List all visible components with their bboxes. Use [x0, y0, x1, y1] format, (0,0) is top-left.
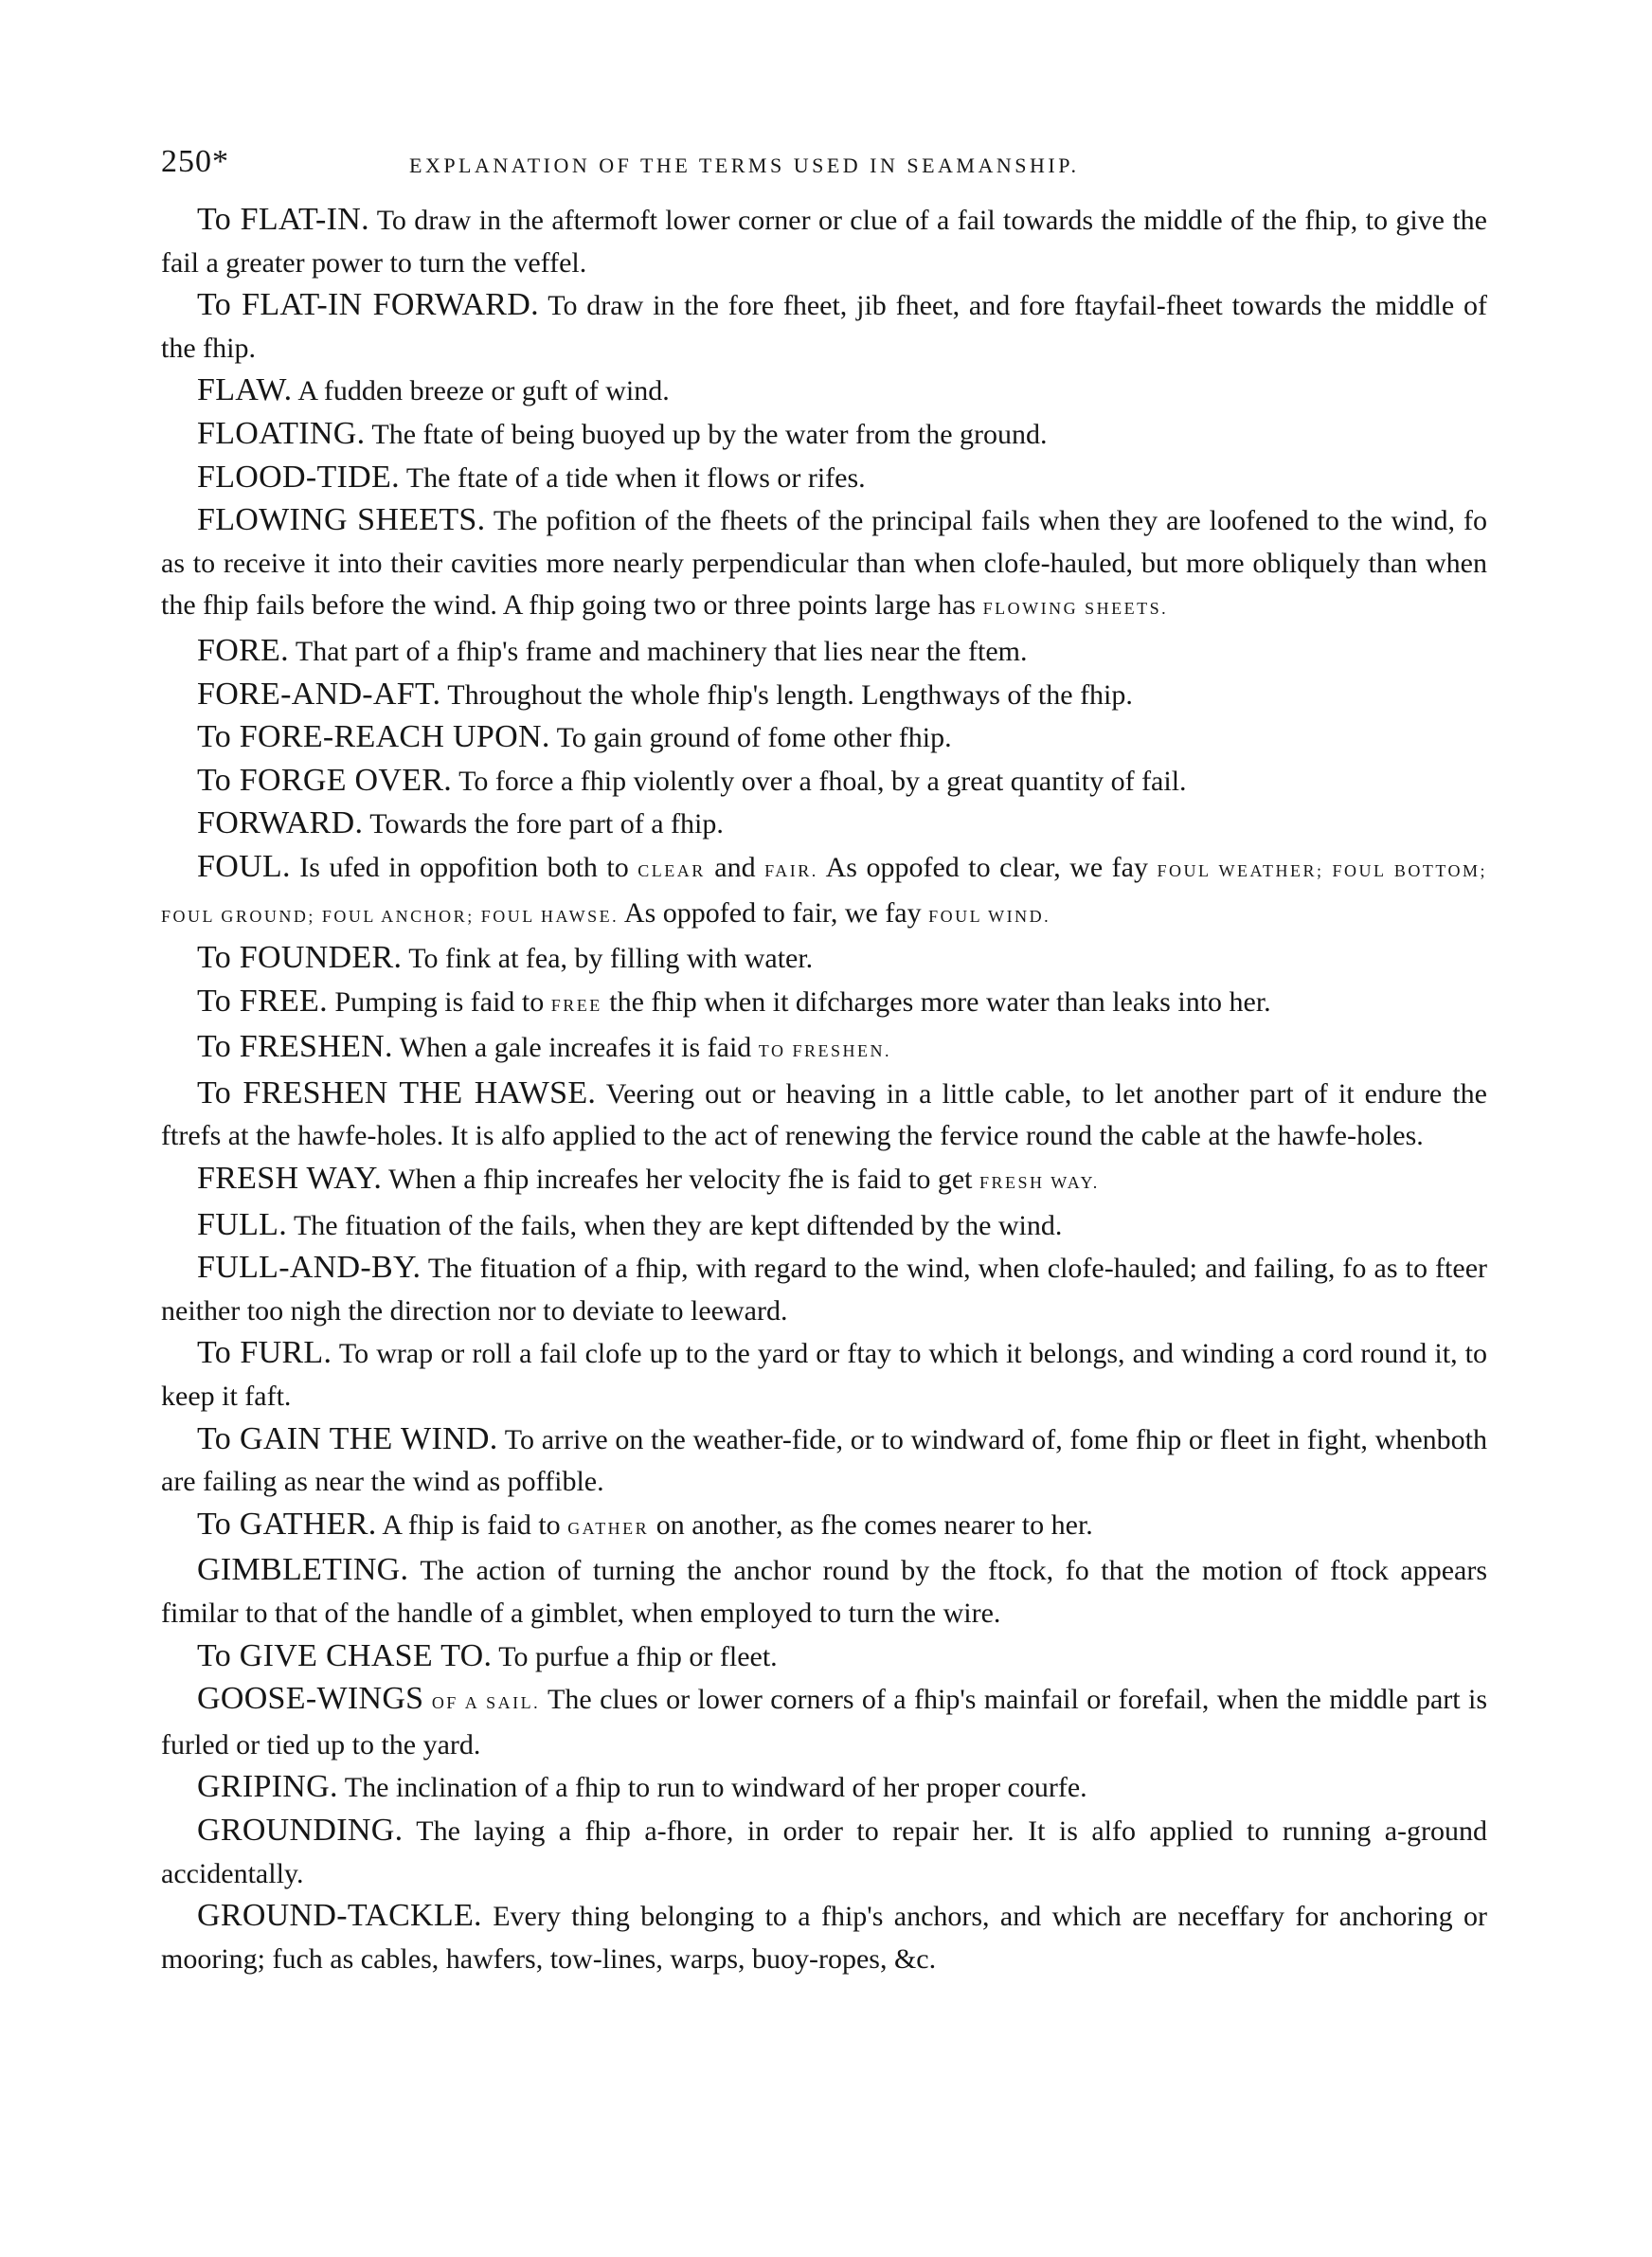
entry-small-caps: FAIR.	[764, 860, 818, 880]
glossary-entry	[161, 1635, 1487, 1679]
entry-text: the fhip when it difcharges more water than leaks into her.	[602, 985, 1271, 1018]
entry-text: To wrap or roll a fail clofe up to the yard or ftay to which it belongs, and winding a cord round it, to keep it faft.	[161, 1338, 1487, 1413]
entry-small-caps: FOUL WEATHER; FOUL BOTTOM; FOUL GROUND; FOUL ANCHOR; FOUL HAWSE.	[161, 860, 1487, 926]
glossary-entry	[161, 846, 1487, 937]
entry-text: As oppofed to clear, we fay	[817, 851, 1158, 883]
entry-small-caps: OF A SAIL.	[431, 1693, 541, 1713]
entry-term: GROUND-TACKLE.	[197, 1898, 482, 1934]
page-header	[161, 144, 1506, 191]
glossary-entry	[161, 199, 1487, 284]
entry-term: To FREE.	[197, 983, 328, 1019]
entry-small-caps: FRESH WAY.	[979, 1173, 1100, 1193]
entry-term: FLOOD-TIDE.	[197, 459, 400, 495]
entry-text: Every thing belonging to a fhip's anchors, and which are neceffary for anchoring or mooring; fuch as cables, hawfers, tow-lines, warps, buoy-ropes, &c.	[161, 1901, 1487, 1975]
glossary-entry	[161, 1418, 1487, 1504]
entry-term: FULL-AND-BY.	[197, 1250, 422, 1286]
entry-term: FORE-AND-AFT.	[197, 676, 441, 712]
entry-term: FOUL.	[197, 848, 291, 884]
glossary-entry	[161, 1204, 1487, 1248]
glossary-entry	[161, 1073, 1487, 1158]
entry-text: To draw in the fore fheet, jib fheet, and fore ftayfail-fheet towards the middle of the fhip.	[161, 290, 1487, 364]
entry-term: To FORE-REACH UPON.	[197, 719, 550, 755]
glossary-entry	[161, 370, 1487, 413]
entry-text: Is ufed in oppofition both to	[290, 851, 638, 883]
entry-term: GOOSE-WINGS	[197, 1681, 424, 1717]
glossary-entry	[161, 803, 1487, 846]
entry-term: FLOWING SHEETS.	[197, 502, 486, 538]
entry-term: To FOUNDER.	[197, 940, 403, 976]
glossary-entry	[161, 413, 1487, 457]
entry-text: The pofition of the fheets of the principal fails when they are loofened to the wind, fo as to receive it into their cavities more nearly perpendicular than when clofe-hauled, but more obliquely than when the fhip fails before the wind. A fhip going two or three points large has	[161, 505, 1488, 622]
entry-term: To GIVE CHASE TO.	[197, 1637, 493, 1673]
entry-text: To purfue a fhip or fleet.	[492, 1640, 778, 1672]
entry-text: The ftate of being buoyed up by the water from the ground.	[365, 418, 1048, 450]
page-number: 250*	[161, 144, 229, 179]
glossary-entry	[161, 630, 1487, 674]
glossary-entry	[161, 1766, 1487, 1810]
entry-text: When a fhip increafes her velocity fhe is faid to get	[382, 1164, 980, 1196]
glossary-entry	[161, 284, 1487, 370]
entry-text: The fituation of the fails, when they are kept diftended by the wind.	[287, 1209, 1063, 1241]
glossary-entry	[161, 981, 1487, 1027]
entry-text: To fink at fea, by filling with water.	[402, 943, 814, 975]
entry-text: To gain ground of fome other fhip.	[549, 722, 952, 754]
glossary-entry	[161, 674, 1487, 717]
entry-small-caps: FREE	[550, 995, 602, 1015]
entry-text: on another, as fhe comes nearer to her.	[649, 1508, 1093, 1541]
glossary-entry	[161, 1678, 1487, 1766]
entry-text: The ftate of a tide when it flows or rifes.	[399, 461, 866, 494]
entry-term: To FLAT-IN.	[197, 202, 369, 237]
entry-small-caps: TO FRESHEN.	[758, 1041, 891, 1061]
glossary-entry	[161, 1810, 1487, 1895]
glossary-entry	[161, 937, 1487, 981]
entry-term: To FRESHEN THE HAWSE.	[197, 1074, 597, 1110]
entry-small-caps: FLOWING SHEETS.	[982, 599, 1169, 619]
entry-term: To FORGE OVER.	[197, 762, 453, 798]
entry-text: A fhip is faid to	[376, 1508, 568, 1541]
entry-text: As oppofed to fair, we fay	[619, 896, 929, 929]
glossary-entry	[161, 1026, 1487, 1073]
entry-text: A fudden breeze or guft of wind.	[292, 375, 670, 407]
entry-small-caps: GATHER	[567, 1518, 650, 1538]
entry-text: Towards the fore part of a fhip.	[363, 808, 724, 840]
entry-small-caps: FOUL WIND.	[928, 906, 1051, 926]
entry-text: When a gale increafes it is faid	[392, 1032, 759, 1064]
entry-text: To force a fhip violently over a fhoal, by a great quantity of fail.	[452, 765, 1187, 797]
entry-text: The inclination of a fhip to run to windward of her proper courfe.	[337, 1772, 1087, 1804]
entry-text: Pumping is faid to	[327, 985, 551, 1018]
entry-text: To draw in the aftermoft lower corner or clue of a fail towards the middle of the fhip, to give the fail a greater power to turn the veffel.	[161, 205, 1487, 279]
entry-text	[423, 1684, 431, 1715]
entry-term: FLAW.	[197, 372, 293, 408]
entry-term: FULL.	[197, 1206, 287, 1242]
entry-small-caps: CLEAR	[637, 860, 706, 880]
entry-term: To FURL.	[197, 1335, 332, 1371]
glossary-entry	[161, 1895, 1487, 1980]
entry-text: The action of turning the anchor round by the ftock, fo that the motion of ftock appears fimilar to that of the handle of a gimblet, when employed to turn the wire.	[161, 1555, 1487, 1629]
entry-text: and	[705, 851, 765, 883]
entry-term: FORWARD.	[197, 805, 364, 841]
glossary-entry	[161, 1332, 1487, 1417]
entry-term: To FRESHEN.	[197, 1029, 393, 1065]
entry-term: GIMBLETING.	[197, 1552, 409, 1588]
glossary-entry	[161, 716, 1487, 760]
entry-term: GROUNDING.	[197, 1812, 404, 1848]
entry-term: To GAIN THE WIND.	[197, 1420, 498, 1456]
entry-text: That part of a fhip's frame and machinery that lies near the ftem.	[288, 635, 1028, 667]
glossary-entry	[161, 1504, 1487, 1550]
glossary-entry	[161, 1158, 1487, 1204]
glossary-entry	[161, 760, 1487, 803]
entry-term: GRIPING.	[197, 1769, 338, 1805]
entry-text: To arrive on the weather-fide, or to windward of, fome fhip or fleet in fight, whenboth are failing as near the wind as poffible.	[161, 1423, 1487, 1498]
entry-text: Throughout the whole fhip's length. Lengthways of the fhip.	[440, 678, 1133, 711]
entry-text: The laying a fhip a-fhore, in order to repair her. It is alfo applied to running a-ground accidentally.	[161, 1815, 1487, 1889]
glossary-entry	[161, 1247, 1487, 1332]
entry-term: FRESH WAY.	[197, 1161, 383, 1197]
entry-term: To FLAT-IN FORWARD.	[197, 287, 539, 323]
glossary-entry	[161, 499, 1487, 630]
entry-term: To GATHER.	[197, 1506, 377, 1542]
running-title: EXPLANATION OF THE TERMS USED IN SEAMANSHIP.	[409, 153, 1080, 177]
entry-term: FORE.	[197, 632, 289, 668]
glossary-entries	[161, 199, 1487, 1980]
entry-text: The clues or lower corners of a fhip's mainfail or forefail, when the middle part is furled or tied up to the yard.	[161, 1684, 1487, 1760]
entry-text: The fituation of a fhip, with regard to the wind, when clofe-hauled; and failing, fo as to fteer neither too nigh the direction nor to deviate to leeward.	[161, 1253, 1487, 1327]
glossary-entry	[161, 457, 1487, 500]
entry-term: FLOATING.	[197, 415, 366, 451]
glossary-entry	[161, 1549, 1487, 1634]
entry-text: Veering out or heaving in a little cable, to let another part of it endure the ftrefs at the hawfe-holes. It is alfo applied to the act of renewing the fervice round the cable at the hawfe-holes.	[161, 1077, 1487, 1152]
